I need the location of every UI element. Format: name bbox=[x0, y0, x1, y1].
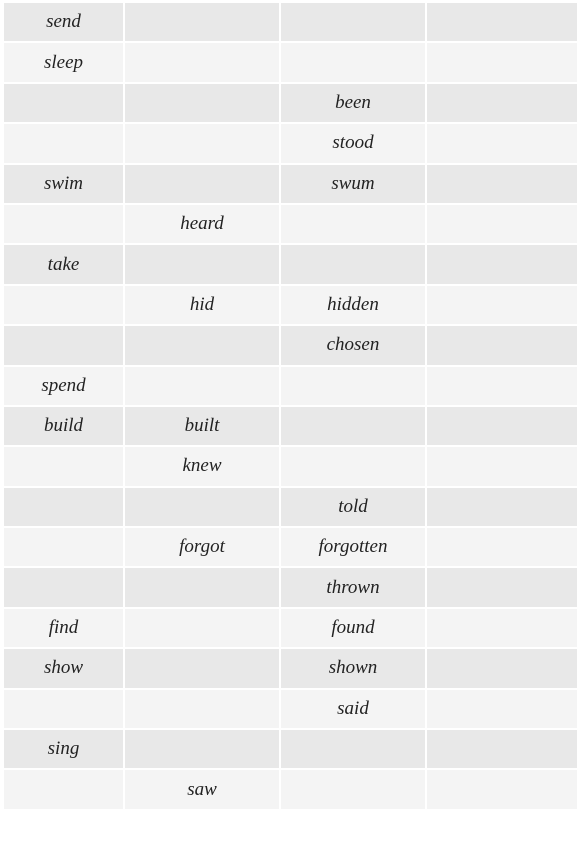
extra-cell bbox=[427, 407, 577, 447]
table-row bbox=[4, 649, 577, 689]
table-row bbox=[4, 286, 577, 326]
extra-cell bbox=[427, 609, 577, 649]
past-simple-cell: hid bbox=[125, 286, 281, 326]
past-participle-cell: forgotten bbox=[281, 528, 427, 568]
extra-cell bbox=[427, 165, 577, 205]
table-row bbox=[4, 568, 577, 608]
base-form-cell: spend bbox=[4, 367, 125, 407]
past-participle-cell: found bbox=[281, 609, 427, 649]
base-form-cell: show bbox=[4, 649, 125, 689]
past-simple-cell bbox=[125, 43, 281, 83]
extra-cell bbox=[427, 649, 577, 689]
past-participle-cell bbox=[281, 367, 427, 407]
extra-cell bbox=[427, 43, 577, 83]
base-form-cell: sing bbox=[4, 730, 125, 770]
base-form-cell bbox=[4, 690, 125, 730]
past-participle-cell bbox=[281, 245, 427, 285]
past-simple-cell bbox=[125, 568, 281, 608]
base-form-cell bbox=[4, 286, 125, 326]
extra-cell bbox=[427, 770, 577, 810]
past-participle-cell: stood bbox=[281, 124, 427, 164]
table-row bbox=[4, 528, 577, 568]
extra-cell bbox=[427, 124, 577, 164]
past-simple-cell bbox=[125, 124, 281, 164]
table-row bbox=[4, 609, 577, 649]
base-form-cell: swim bbox=[4, 165, 125, 205]
past-simple-cell bbox=[125, 367, 281, 407]
base-form-cell bbox=[4, 770, 125, 810]
table-row bbox=[4, 84, 577, 124]
past-simple-cell: built bbox=[125, 407, 281, 447]
past-participle-cell bbox=[281, 205, 427, 245]
past-simple-cell: heard bbox=[125, 205, 281, 245]
table-row bbox=[4, 165, 577, 205]
base-form-cell bbox=[4, 84, 125, 124]
past-participle-cell: shown bbox=[281, 649, 427, 689]
extra-cell bbox=[427, 205, 577, 245]
base-form-cell bbox=[4, 205, 125, 245]
base-form-cell bbox=[4, 447, 125, 487]
extra-cell bbox=[427, 326, 577, 366]
past-simple-cell: forgot bbox=[125, 528, 281, 568]
past-simple-cell bbox=[125, 690, 281, 730]
past-participle-cell bbox=[281, 730, 427, 770]
extra-cell bbox=[427, 245, 577, 285]
past-simple-cell bbox=[125, 609, 281, 649]
table-row bbox=[4, 407, 577, 447]
past-simple-cell bbox=[125, 649, 281, 689]
table-row bbox=[4, 488, 577, 528]
base-form-cell bbox=[4, 568, 125, 608]
past-simple-cell bbox=[125, 488, 281, 528]
past-participle-cell: thrown bbox=[281, 568, 427, 608]
past-simple-cell bbox=[125, 730, 281, 770]
table-row bbox=[4, 447, 577, 487]
past-participle-cell bbox=[281, 3, 427, 43]
table-row bbox=[4, 690, 577, 730]
table-row bbox=[4, 245, 577, 285]
table-row bbox=[4, 730, 577, 770]
extra-cell bbox=[427, 367, 577, 407]
past-participle-cell bbox=[281, 43, 427, 83]
table-row bbox=[4, 367, 577, 407]
extra-cell bbox=[427, 488, 577, 528]
table-row bbox=[4, 205, 577, 245]
past-participle-cell: said bbox=[281, 690, 427, 730]
past-simple-cell bbox=[125, 84, 281, 124]
verb-forms-table bbox=[4, 3, 577, 811]
base-form-cell: take bbox=[4, 245, 125, 285]
base-form-cell: build bbox=[4, 407, 125, 447]
base-form-cell bbox=[4, 528, 125, 568]
past-participle-cell bbox=[281, 447, 427, 487]
past-simple-cell bbox=[125, 3, 281, 43]
extra-cell bbox=[427, 730, 577, 770]
extra-cell bbox=[427, 447, 577, 487]
past-simple-cell bbox=[125, 245, 281, 285]
table-row bbox=[4, 770, 577, 810]
past-participle-cell: hidden bbox=[281, 286, 427, 326]
table-row bbox=[4, 326, 577, 366]
extra-cell bbox=[427, 568, 577, 608]
extra-cell bbox=[427, 3, 577, 43]
base-form-cell bbox=[4, 326, 125, 366]
extra-cell bbox=[427, 84, 577, 124]
extra-cell bbox=[427, 528, 577, 568]
base-form-cell: find bbox=[4, 609, 125, 649]
past-participle-cell bbox=[281, 770, 427, 810]
base-form-cell bbox=[4, 488, 125, 528]
extra-cell bbox=[427, 286, 577, 326]
extra-cell bbox=[427, 690, 577, 730]
table-row bbox=[4, 3, 577, 43]
past-participle-cell bbox=[281, 407, 427, 447]
past-participle-cell: chosen bbox=[281, 326, 427, 366]
base-form-cell: sleep bbox=[4, 43, 125, 83]
base-form-cell: send bbox=[4, 3, 125, 43]
past-participle-cell: swum bbox=[281, 165, 427, 205]
past-simple-cell bbox=[125, 326, 281, 366]
past-participle-cell: been bbox=[281, 84, 427, 124]
past-simple-cell bbox=[125, 165, 281, 205]
past-participle-cell: told bbox=[281, 488, 427, 528]
past-simple-cell: saw bbox=[125, 770, 281, 810]
past-simple-cell: knew bbox=[125, 447, 281, 487]
base-form-cell bbox=[4, 124, 125, 164]
table-row bbox=[4, 124, 577, 164]
verb-forms-body bbox=[4, 3, 577, 811]
table-row bbox=[4, 43, 577, 83]
